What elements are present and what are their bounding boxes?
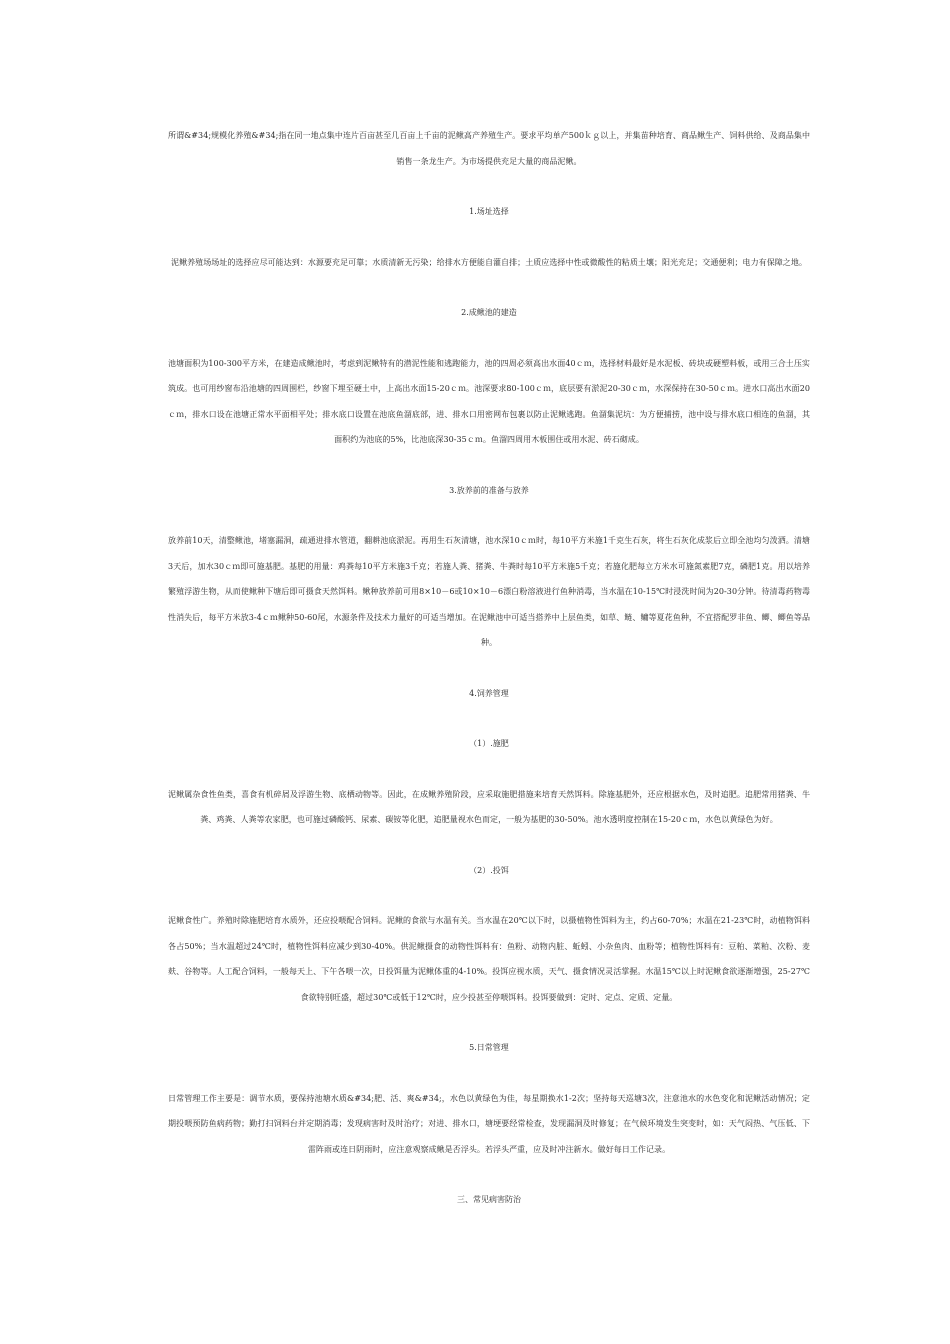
section-heading-feeding-management: 4.饲养管理	[469, 688, 509, 698]
section-heading-daily-management: 5.日常管理	[469, 1043, 509, 1052]
subsection-heading-fertilizing: （1）.施肥	[469, 739, 509, 748]
subsection-heading-feeding: （2）.投饵	[469, 865, 509, 875]
section-body-site-selection: 泥鳅养殖场场址的选择应尽可能达到：水源要充足可靠；水质清新无污染；给排水方便能自灌自排；土质应选择中性或微酸性的粘质土壤；阳光充足；交通便利；电力有保障之地。	[171, 257, 807, 267]
section-heading-stocking: 3.放养前的准备与放养	[449, 485, 529, 495]
section-body-daily-management: 日常管理工作主要是：调节水质，要保持池塘水质&#34;肥、活、爽&#34;，水色以黄绿色为佳，每星期换水1-2次；坚持每天巡塘3次，注意池水的水色变化和泥鳅活动情况；定期投喂预防鱼病药物；勤打扫饲料台并定期消毒；发现病害时及时治疗；对进、排水口，塘埂要经常检查，发现漏洞及时修复；在气候环境发生突变时，如：天气闷热、气压低、下雷阵雨或连日阴雨时，应注意观察成鳅是否浮头。若浮头严重，应及时冲注新水。做好每日工作记录。	[168, 1093, 810, 1154]
subsection-body-feeding: 泥鳅食性广。养殖时除施肥培育水质外，还应投喂配合饲料。泥鳅的食欲与水温有关。当水温在20℃以下时，以摄植物性饵料为主，约占60-70%；水温在21-23℃时，动植物饵料各占50%；当水温超过24℃时，植物性饵料应减少到30-40%。供泥鳅摄食的动物性饵料有：鱼粉、动物内脏、蚯蚓、小杂鱼肉、血粉等；植物性饵料有：豆粕、菜粕、次粉、麦麸、谷物等。人工配合饲料，一般每天上、下午各喂一次，日投饵量为泥鳅体重的4-10%。投饵应视水质，天气、摄食情况灵活掌握。水温15℃以上时泥鳅食欲逐渐增强，25-27℃食欲特别旺盛，超过30℃或低于12℃时，应少投甚至停喂饵料。投饵要做到：定时、定点、定质、定量。	[168, 916, 810, 1002]
section-body-stocking: 放养前10天，清整鳅池，堵塞漏洞，疏通进排水管道，翻耕池底淤泥。再用生石灰清塘，池水深10ｃｍ时，每10平方米施1千克生石灰，将生石灰化成浆后立即全池均匀泼洒。清塘3天后，加水30ｃｍ即可施基肥。基肥的用量：鸡粪每10平方米施3千克；若施人粪、猪粪、牛粪时每10平方米施5千克；若施化肥每立方米水可施氮素肥7克，磷肥1克。用以培养繁殖浮游生物，从而使鳅种下塘后即可摄食天然饵料。鳅种放养前可用8×10－6或10×10－6漂白粉溶液进行鱼种消毒，当水温在10-15℃时浸洗时间为20-30分钟。待清毒药物毒性消失后，每平方米放3-4ｃｍ鳅种50-60尾，水源条件及技术力量好的可适当增加。在泥鳅池中可适当搭养中上层鱼类，如草、鲢、鳙等夏花鱼种，不宜搭配罗非鱼、鲫、鲫鱼等品种。	[168, 536, 810, 647]
final-heading-disease-prevention: 三、常见病害防治	[457, 1195, 521, 1204]
section-body-pond-construction: 池塘面积为100-300平方米，在建造成鳅池时，考虑到泥鳅特有的潜泥性能和逃跑能力，池的四周必须高出水面40ｃｍ，选择材料最好是水泥板、砖块或硬塑料板，或用三合土压实筑成。也可用纱窗布沿池塘的四周围栏，纱窗下埋至硬土中，上高出水面15-20ｃｍ。池深要求80-100ｃｍ，底层要有淤泥20-30ｃｍ，水深保持在30-50ｃｍ。进水口高出水面20ｃｍ，排水口设在池塘正常水平面相平处；排水底口设置在池底鱼溜底部，进、排水口用密网布包裹以防止泥鳅逃跑。鱼溜集泥坑：为方便捕捞，池中设与排水底口相连的鱼溜，其面积约为池底的5%，比池底深30-35ｃｍ。鱼溜四周用木板围住或用水泥、砖石砌成。	[168, 358, 810, 444]
section-heading-pond-construction: 2.成鳅池的建造	[461, 308, 517, 317]
document-page	[168, 123, 810, 1213]
section-heading-site-selection: 1.场址选择	[469, 207, 509, 216]
intro-paragraph: 所谓&#34;规模化养殖&#34;指在同一地点集中连片百亩甚至几百亩上千亩的泥鳅高产养殖生产。要求平均单产500ｋｇ以上，并集苗种培育、商品鳅生产、饲料供给、及商品集中销售一条龙生产。为市场提供充足大量的商品泥鳅。	[168, 131, 810, 166]
subsection-body-fertilizing: 泥鳅属杂食性鱼类，喜食有机碎屑及浮游生物、底栖动物等。因此，在成鳅养殖阶段，应采取施肥措施来培育天然饵料。除施基肥外，还应根据水色，及时追肥。追肥常用猪粪、牛粪、鸡粪、人粪等农家肥，也可施过磷酸钙、尿素、碳铵等化肥，追肥量视水色而定，一般为基肥的30-50%。池水透明度控制在15-20ｃｍ，水色以黄绿色为好。	[168, 789, 810, 824]
